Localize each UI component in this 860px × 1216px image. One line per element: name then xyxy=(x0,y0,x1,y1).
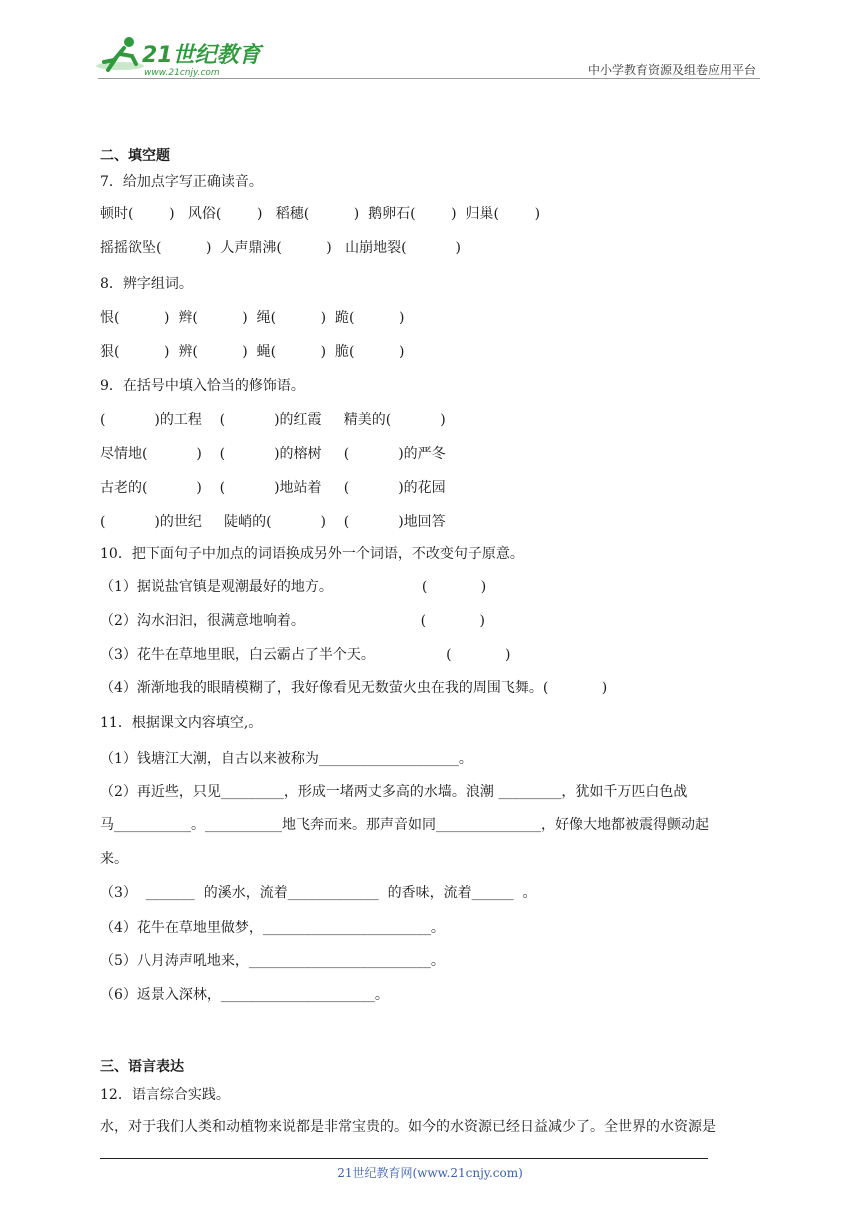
q8-row-2: 狠( ) 辨( ) 蝇( ) 脆( ) xyxy=(100,344,405,360)
site-logo xyxy=(94,34,264,80)
q11-item-1: （1）钱塘江大潮，自古以来被称为____________________。 xyxy=(100,751,473,767)
q11-item-2-line-2: 马___________。___________地飞奔而来。那声音如同_______________，好像大地都被震得颤动起 xyxy=(100,817,709,833)
svg-text:www.21cnjy.com: www.21cnjy.com xyxy=(144,68,220,78)
q11-item-3: （3） _______ 的溪水，流着_____________ 的香味，流着______ 。 xyxy=(100,885,537,901)
q10-item-4: （4）渐渐地我的眼睛模糊了，我好像看见无数萤火虫在我的周围飞舞。( ) xyxy=(100,680,608,696)
q7-row-2: 摇摇欲坠( ) 人声鼎沸( ) 山崩地裂( ) xyxy=(100,240,461,256)
q9-row-3: 古老的( ) ( )地站着 ( )的花园 xyxy=(100,480,446,496)
platform-title: 中小学教育资源及组卷应用平台 xyxy=(587,63,756,77)
question-12: 12．语言综合实践。 xyxy=(100,1087,230,1103)
q11-item-6: （6）返景入深林，______________________。 xyxy=(100,987,389,1003)
q7-row-1: 顿时( ) 风俗( ) 稻穗( ) 鹅卵石( ) 归巢( ) xyxy=(100,206,541,222)
q9-row-4: ( )的世纪 陡峭的( ) ( )地回答 xyxy=(100,514,446,530)
question-9: 9．在括号中填入恰当的修饰语。 xyxy=(100,378,305,394)
q11-item-2-line-3: 来。 xyxy=(100,851,128,867)
question-8: 8．辨字组词。 xyxy=(100,276,193,292)
q10-item-2: （2）沟水汩汩，很满意地响着。 ( ) xyxy=(100,613,485,629)
question-7: 7．给加点字写正确读音。 xyxy=(100,174,263,190)
question-11: 11．根据课文内容填空,。 xyxy=(100,715,263,731)
q8-row-1: 恨( ) 辫( ) 绳( ) 跪( ) xyxy=(100,310,405,326)
question-10: 10．把下面句子中加点的词语换成另外一个词语，不改变句子原意。 xyxy=(100,546,524,562)
svg-text:21世纪教育: 21世纪教育 xyxy=(142,43,261,68)
q12-paragraph: 水，对于我们人类和动植物来说都是非常宝贵的。如今的水资源已经日益减少了。全世界的水资源是 xyxy=(100,1119,716,1135)
footer-divider xyxy=(100,1158,708,1159)
section-heading-fill: 二、填空题 xyxy=(100,148,170,164)
q11-item-4: （4）花牛在草地里做梦，________________________。 xyxy=(100,920,445,936)
q9-row-2: 尽情地( ) ( )的榕树 ( )的严冬 xyxy=(100,446,446,462)
section-heading-expression: 三、语言表达 xyxy=(100,1059,184,1075)
header-divider xyxy=(98,78,760,79)
runner-logo-icon xyxy=(94,34,264,80)
q10-item-3: （3）花牛在草地里眠，白云霸占了半个天。 ( ) xyxy=(100,647,511,663)
footer-source: 21世纪教育网(www.21cnjy.com) xyxy=(337,1166,523,1180)
q11-item-5: （5）八月涛声吼地来，__________________________。 xyxy=(100,953,445,969)
q9-row-1: ( )的工程 ( )的红霞 精美的( ) xyxy=(100,412,446,428)
q11-item-2-line-1: （2）再近些，只见_________，形成一堵两丈多高的水墙。浪潮 _________，犹如千万匹白色战 xyxy=(100,784,688,800)
q10-item-1: （1）据说盐官镇是观潮最好的地方。 ( ) xyxy=(100,579,487,595)
